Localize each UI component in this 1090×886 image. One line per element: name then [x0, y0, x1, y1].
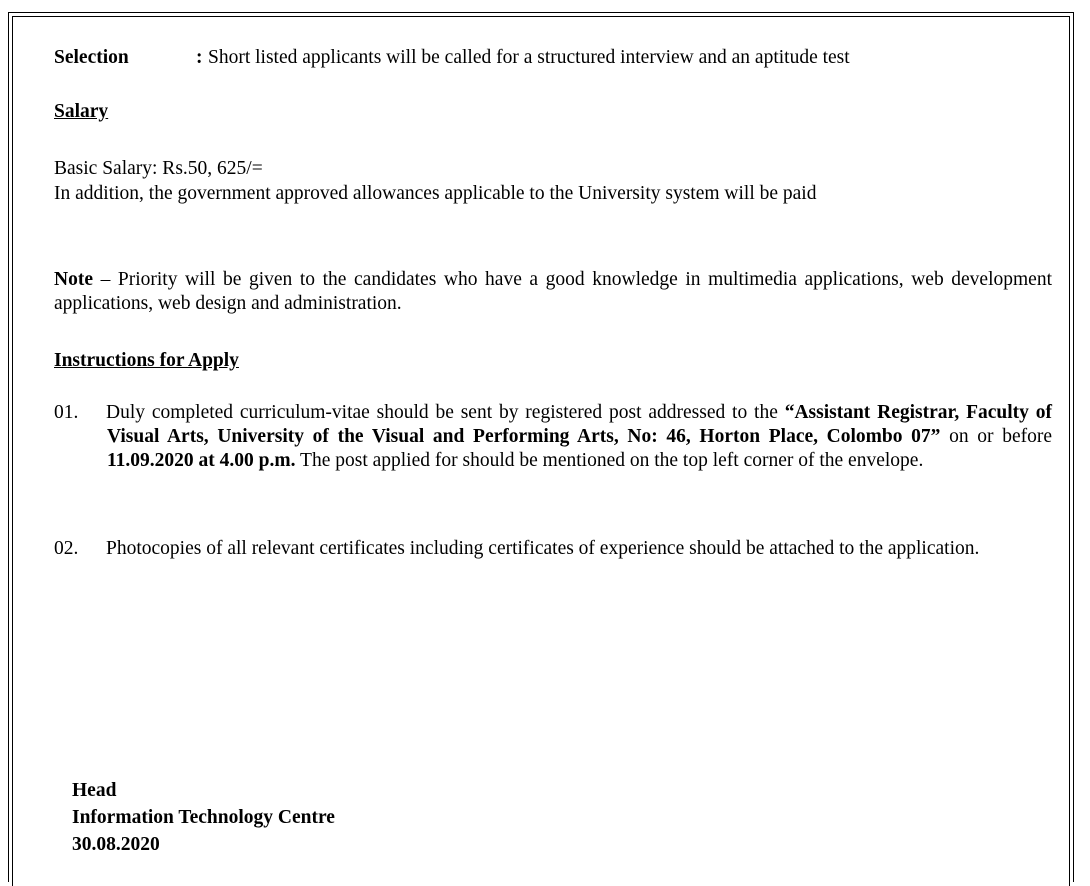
instruction-number: 01.	[54, 402, 79, 423]
instruction-number: 02.	[54, 538, 79, 559]
application-deadline: 11.09.2020 at 4.00 p.m.	[107, 450, 296, 471]
instruction-text: Duly completed curriculum-vitae should be sent by registered post addressed to the	[106, 402, 785, 423]
instruction-text: on or before	[940, 426, 1052, 447]
instruction-text: Photocopies of all relevant certificates including certificates of experience should be attached to the application.	[106, 538, 980, 559]
signature-block	[72, 777, 335, 858]
signature-department: Information Technology Centre	[72, 807, 335, 828]
application-address: “Assistant Registrar, Faculty of Visual Arts, University of the Visual and Performing Arts, No: 46, Horton Place, Colombo 07”	[107, 402, 1052, 447]
instruction-text: The post applied for should be mentioned on the top left corner of the envelope.	[295, 450, 924, 471]
selection-colon: :	[196, 47, 203, 68]
selection-label: Selection	[54, 47, 129, 68]
note-text: – Priority will be given to the candidates who have a good knowledge in multimedia applications, web development applications, web design and administration.	[54, 269, 1052, 314]
basic-salary: Basic Salary: Rs.50, 625/=	[54, 158, 263, 179]
note-label: Note	[54, 269, 93, 290]
note-paragraph	[54, 268, 1052, 316]
salary-addition: In addition, the government approved allowances applicable to the University system will be paid	[54, 183, 817, 204]
selection-line	[54, 46, 850, 70]
instructions-heading: Instructions for Apply	[54, 350, 239, 371]
selection-text: Short listed applicants will be called for a structured interview and an aptitude test	[208, 47, 850, 68]
signature-title: Head	[72, 780, 117, 801]
signature-date: 30.08.2020	[72, 834, 160, 855]
salary-heading: Salary	[54, 101, 109, 122]
